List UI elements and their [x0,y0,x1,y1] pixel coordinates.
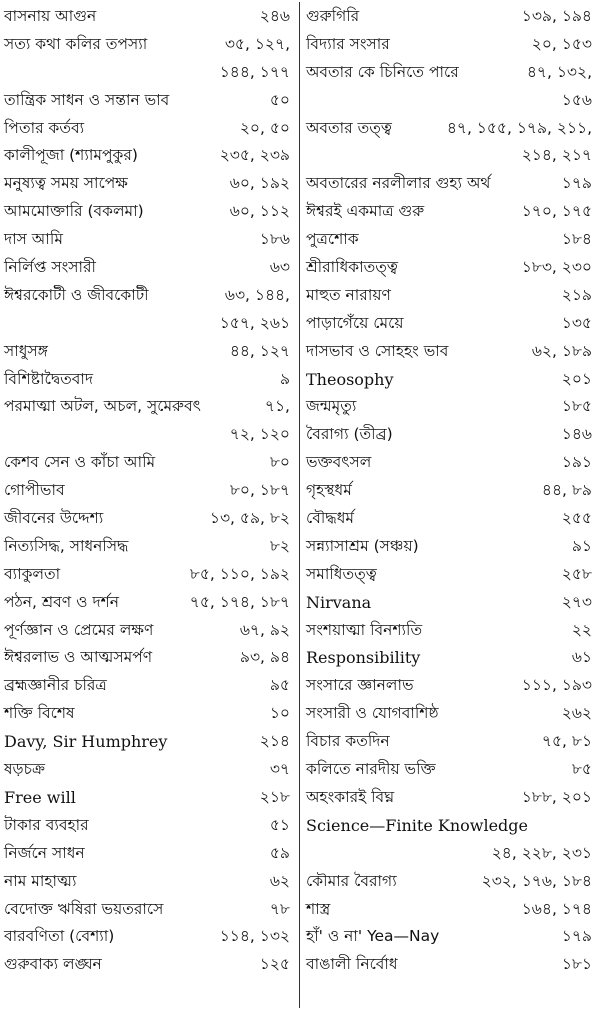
index-term: নিত্যসিদ্ধ, সাধনসিদ্ধ [4,536,129,555]
index-page-numbers: ১০ [269,704,290,723]
index-entry [306,672,596,700]
index-page-numbers: ১৮৮, ২০১ [521,787,592,806]
index-term: অহংকারই বিঘ্ন [306,787,395,806]
index-term: ভক্তবৎসল [306,453,372,472]
index-term: গৃহস্থধর্ম [306,481,352,500]
index-page-numbers: ২৩৫, ২৩৯ [219,146,290,165]
index-page-numbers: ১৩৫ [561,313,592,332]
index-page-numbers: ৭৫, ১৭৪, ১৮৭ [189,592,290,611]
index-term: সংশয়াত্মা বিনশ্যতি [306,620,423,639]
index-term: Responsibility [306,648,421,668]
index-term: পূর্ণজ্ঞান ও প্রেমের লক্ষণ [4,620,154,639]
index-page-numbers: ২০১ [561,369,592,388]
index-entry [4,115,294,143]
index-entry [4,421,294,449]
index-entry [306,868,596,896]
index-page-numbers: ১৪৬ [561,425,592,444]
index-page-numbers: ৫০ [269,90,290,109]
index-entry [4,728,294,756]
index-term: Science—Finite Knowledge [306,815,528,835]
index-page-numbers: ২১৪ [259,732,290,751]
index-page-numbers: ৮২ [269,536,290,555]
index-term: বৈরাগ্য (তীব্র) [306,425,393,444]
index-entry [306,366,596,394]
index-entry [306,31,596,59]
index-term: সমাধিতত্ত্ব [306,564,377,583]
index-term: নাম মাহাত্ম্য [4,871,77,890]
index-entry [4,198,294,226]
index-term: ঈশ্বরলাভ ও আত্মসমর্পণ [4,648,153,667]
index-page-numbers: ১৩৯, ১৯৪ [521,7,592,25]
index-entry [306,644,596,672]
index-page-numbers: ১৭৯ [561,927,592,946]
index-page-numbers: ৩৫, ১২৭, [224,34,290,53]
index-page-numbers: ৬৭, ৯২ [239,620,290,639]
column-divider [299,2,300,1008]
index-page-numbers: ৬০, ১১২ [229,202,290,221]
index-page-numbers: ২১৮ [259,787,290,806]
index-entry [4,226,294,254]
index-entry [306,87,596,115]
index-entry [306,254,596,282]
index-entry [306,449,596,477]
index-entry [4,784,294,812]
index-page-numbers: ২৪৬ [259,7,290,25]
index-term: দাসভাব ও সোহহং ভাব [306,341,449,360]
index-entry [4,533,294,561]
index-page-numbers: ৯১ [571,536,592,555]
index-term: বাঙালী নির্বোধ [306,955,398,974]
index-page-numbers: ৬১ [571,648,592,667]
index-entry [4,840,294,868]
index-entry [306,282,596,310]
index-entry [306,198,596,226]
index-term: Nirvana [306,592,372,612]
index-page-numbers: ৭১, [264,397,290,416]
index-term: অবতারের নরলীলার গুহ্য অর্থ [306,174,491,193]
index-page-numbers: ১৩, ৫৯, ৮২ [209,509,290,528]
index-entry [306,896,596,924]
index-term: শক্তি বিশেষ [4,704,75,723]
index-entry [306,728,596,756]
index-term: বাসনায় আগুন [4,7,97,25]
index-term: হাঁ' ও না' Yea—Nay [306,927,440,946]
index-term: শাস্ত্র [306,899,331,918]
index-page-numbers: ৭৮ [269,899,290,918]
index-entry [306,226,596,254]
index-term: পাড়াগেঁয়ে মেয়ে [306,313,404,332]
index-entry [4,3,294,31]
index-term: শ্রীরাধিকাতত্ত্ব [306,258,398,277]
index-term: জীবনের উদ্দেশ্য [4,509,104,528]
index-term: ঈশ্বরকোটী ও জীবকোটী [4,285,149,304]
index-page-numbers: ২২ [571,620,592,639]
index-page-numbers: ৯৩, ৯৪ [239,648,290,667]
index-entry [306,477,596,505]
index-entry [4,366,294,394]
index-term: বিশিষ্টাদ্বৈতবাদ [4,369,94,388]
index-term: সংসারী ও যোগবাশিষ্ঠ [306,704,439,723]
index-page-numbers: ২১৯ [561,285,592,304]
index-page-numbers: ৬২, ১৮৯ [531,341,592,360]
index-term: তান্ত্রিক সাধন ও সন্তান ভাব [4,90,170,109]
index-term: সত্য কথা কলির তপস্যা [4,34,148,53]
index-term: পরমাত্মা অটল, অচল, সুমেরুবৎ [4,397,201,416]
index-page-numbers: ৫১ [269,815,290,834]
index-entry [4,812,294,840]
index-term: জন্মমৃত্যু [306,397,357,416]
index-term: Theosophy [306,369,394,389]
index-entry [4,672,294,700]
index-page-numbers: ২০, ১৫৩ [531,34,592,53]
index-term: বিদ্যার সংসার [306,34,390,53]
index-term: নির্জনে সাধন [4,843,85,862]
index-entry [4,282,294,310]
index-term: পঠন, শ্রবণ ও দর্শন [4,592,120,611]
index-page-numbers: ১৫৭, ২৬১ [219,313,290,332]
index-page-numbers: ৪৭, ১৫৫, ১৭৯, ২১১, [446,118,592,137]
index-entry [4,477,294,505]
index-page-numbers: ৮০ [269,453,290,472]
index-page-numbers: ১৭০, ১৭৫ [521,202,592,221]
index-entry [306,3,596,31]
index-page-numbers: ২৬২ [561,704,592,723]
index-term: বৌদ্ধধর্ম [306,509,355,528]
index-entry [306,923,596,951]
index-entry [306,142,596,170]
index-entry [306,310,596,338]
index-entry [4,505,294,533]
index-page-numbers: ২৪, ২২৮, ২৩১ [491,843,592,862]
index-entry [4,756,294,784]
index-entry [306,115,596,143]
index-entry [4,644,294,672]
index-entry [306,59,596,87]
index-entry [306,170,596,198]
index-term: নির্লিপ্ত সংসারী [4,258,96,277]
index-entry [306,393,596,421]
index-page-numbers: ২৩২, ১৭৬, ১৮৪ [481,871,592,890]
index-entry [4,142,294,170]
index-page-numbers: ১১১, ১৯৩ [521,676,592,695]
index-entry [4,617,294,645]
index-entry [4,254,294,282]
index-page-numbers: ১৯১ [561,453,592,472]
index-term: ঈশ্বরই একমাত্র গুরু [306,202,425,221]
index-entry [4,589,294,617]
index-entry [306,505,596,533]
index-entry [306,589,596,617]
index-entry [306,812,596,840]
index-entry [306,756,596,784]
index-entry [306,561,596,589]
index-entry [306,421,596,449]
index-page-numbers: ৯৫ [269,676,290,695]
index-page-numbers: ৬৩, ১৪৪, [224,285,290,304]
index-page-numbers: ৯ [279,369,290,388]
index-term: কৌমার বৈরাগ্য [306,871,397,890]
index-term: ব্রহ্মজ্ঞানীর চরিত্র [4,676,107,695]
index-term: পিতার কর্তব্য [4,118,85,137]
index-page-numbers: ১৮৫ [561,397,592,416]
index-page-numbers: ১৮১ [561,955,592,974]
index-page-numbers: ৮৫, ১১০, ১৯২ [189,564,290,583]
index-term: Davy, Sir Humphrey [4,732,168,752]
index-page-numbers: ৭৫, ৮১ [541,732,592,751]
index-term: টাকার ব্যবহার [4,815,89,834]
index-term: মনুষ্যত্ব সময় সাপেক্ষ [4,174,128,193]
index-page-numbers: ৪৪, ৮৯ [541,481,592,500]
index-column-right [306,3,596,1008]
index-entry [4,87,294,115]
index-term: Free will [4,787,76,807]
index-page-numbers: ১৫৬ [561,90,592,109]
index-entry [306,951,596,979]
index-term: অবতার কে চিনিতে পারে [306,62,459,81]
index-term: পুত্রশোক [306,230,359,249]
index-page-numbers: ১৮৪ [561,230,592,249]
index-entry [306,700,596,728]
index-term: ব্যাকুলতা [4,564,61,583]
index-page-numbers: ১২৫ [259,955,290,974]
index-term: মাহুত নারায়ণ [306,285,391,304]
index-page-numbers: ২৫৫ [561,509,592,528]
index-page-numbers: ২০, ৫০ [239,118,290,137]
index-page-numbers: ৭২, ১২০ [229,425,290,444]
index-term: গোপীভাব [4,481,65,500]
index-page-numbers: ৫৯ [269,843,290,862]
index-entry [4,310,294,338]
index-entry [4,561,294,589]
index-entry [4,700,294,728]
index-entry [4,923,294,951]
index-page-numbers: ৩৭ [269,760,290,779]
index-term: আমমোক্তারি (বকলমা) [4,202,144,221]
index-page-numbers: ২১৪, ২১৭ [521,146,592,165]
index-entry [4,868,294,896]
index-page-numbers: ৪৪, ১২৭ [229,341,290,360]
index-page-numbers: ২৭৩ [561,592,592,611]
index-page-numbers: ৮০, ১৮৭ [229,481,290,500]
index-entry [306,533,596,561]
index-term: অবতার তত্ত্ব [306,118,392,137]
index-page-numbers: ১৮৩, ২৩০ [521,258,592,277]
index-term: সংসারে জ্ঞানলাভ [306,676,414,695]
index-entry [306,617,596,645]
index-entry [4,31,294,59]
index-page-numbers: ৪৭, ১৩২, [526,62,592,81]
index-page-numbers: ৬২ [269,871,290,890]
index-page-numbers: ১৪৪, ১৭৭ [219,62,290,81]
index-entry [4,393,294,421]
index-page-numbers: ১৮৬ [259,230,290,249]
index-entry [4,951,294,979]
index-column-left [4,3,294,1008]
index-page-numbers: ১৬৪, ১৭৪ [521,899,592,918]
index-term: সন্ন্যাসাশ্রম (সঞ্চয়) [306,536,419,555]
index-entry [4,449,294,477]
index-term: কলিতে নারদীয় ভক্তি [306,760,436,779]
index-entry [4,59,294,87]
index-page-numbers: ৬৩ [269,258,290,277]
index-page-numbers: ৬০, ১৯২ [229,174,290,193]
index-entry [306,784,596,812]
index-entry [306,840,596,868]
index-term: বেদোক্ত ঋষিরা ভয়তরাসে [4,899,164,918]
index-entry [306,338,596,366]
index-entry [4,338,294,366]
index-term: কেশব সেন ও কাঁচা আমি [4,453,156,472]
index-term: ষড়চক্র [4,760,45,779]
index-term: সাধুসঙ্গ [4,341,48,360]
index-term: বারবণিতা (বেশ্যা) [4,927,115,946]
index-term: গুরুবাক্য লঙ্ঘন [4,955,102,974]
index-term: কালীপূজা (শ্যামপুকুর) [4,146,138,165]
index-term: দাস আমি [4,230,63,249]
index-page-numbers: ২৫৮ [561,564,592,583]
index-term: গুরুগিরি [306,7,360,25]
index-entry [4,896,294,924]
index-term: বিচার কতদিন [306,732,390,751]
index-page-numbers: ৮৫ [571,760,592,779]
index-page-numbers: ১৭৯ [561,174,592,193]
index-entry [4,170,294,198]
index-page-numbers: ১১৪, ১৩২ [219,927,290,946]
